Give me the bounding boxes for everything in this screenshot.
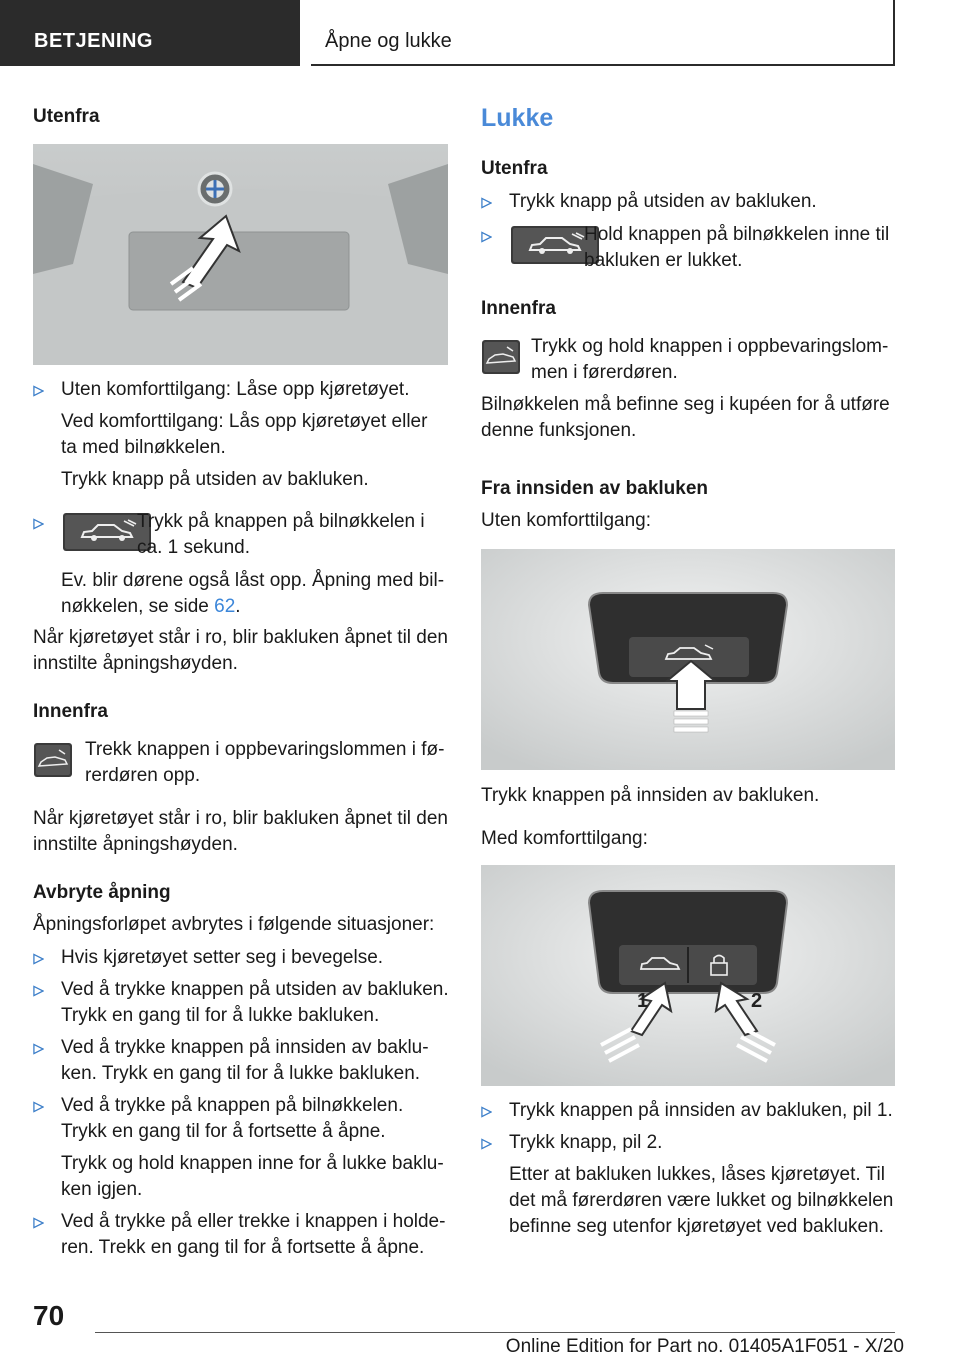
paragraph-line: innstilte åpningshøyden. [33, 653, 238, 674]
arrow-label-1: 1 [637, 990, 649, 1012]
door-pocket-button-icon [33, 742, 73, 778]
bullet-icon [33, 953, 44, 965]
list-item-text: Trykk knapp på utsiden av bakluken. [509, 191, 817, 212]
bullet-icon [481, 1138, 492, 1150]
paragraph-line: Trykk og hold knappen i oppbevaringslom- [531, 336, 889, 357]
paragraph-line: Ved komforttilgang: Lås opp kjøretøyet eller [61, 411, 428, 432]
bullet-icon [33, 385, 44, 397]
list-item-text: Trykk knappen på innsiden av bakluken, pil 1. [509, 1100, 893, 1121]
bullet-icon [481, 1106, 492, 1118]
paragraph-line: Bilnøkkelen må befinne seg i kupéen for å utføre [481, 394, 890, 415]
paragraph-line: Uten komforttilgang: [481, 510, 652, 531]
paragraph-line: men i førerdøren. [531, 362, 678, 383]
list-item-text: ca. 1 sekund. [137, 537, 251, 558]
paragraph-line: Åpningsforløpet avbrytes i følgende situasjoner: [33, 914, 435, 935]
photo-caption: Trykk knappen på innsiden av bakluken. [481, 785, 820, 806]
paragraph-line: det må førerdøren være lukket og bilnøkkelen [509, 1190, 894, 1211]
heading-utenfra: Utenfra [33, 106, 100, 127]
list-item-text: Ved å trykke knappen på utsiden av bakluken. [61, 979, 449, 1000]
edition-note: Online Edition for Part no. 01405A1F051 - X/20 [505, 1336, 904, 1357]
bullet-icon [33, 1217, 44, 1229]
list-item-text: Ved å trykke på knappen på bilnøkkelen. [61, 1095, 404, 1116]
paragraph-line: Trekk knappen i oppbevaringslommen i fø- [85, 739, 445, 760]
inner-tailgate-button-photo [481, 549, 895, 770]
section-tab [0, 0, 300, 66]
list-item-text: ren. Trekk en gang til for å fortsette å åpne. [61, 1237, 425, 1258]
heading-fra-innsiden: Fra innsiden av bakluken [481, 478, 709, 499]
paragraph-line: Ev. blir dørene også låst opp. Åpning med bil- [61, 570, 445, 591]
text-span: . [235, 596, 241, 617]
comfort-access-buttons-photo [481, 865, 895, 1086]
paragraph-line: rerdøren opp. [85, 765, 201, 786]
list-item-text: Uten komforttilgang: Låse opp kjøretøyet. [61, 379, 410, 400]
bullet-icon [481, 197, 492, 209]
chapter-header [311, 0, 895, 66]
bullet-icon [33, 518, 44, 530]
heading-innenfra: Innenfra [481, 298, 556, 319]
tailgate-photo [33, 144, 448, 365]
heading-avbryte: Avbryte åpning [33, 882, 171, 903]
paragraph-line: Med komforttilgang: [481, 828, 648, 849]
paragraph-line: Når kjøretøyet står i ro, blir bakluken åpnet til den [33, 627, 449, 648]
list-item-text: Hold knappen på bilnøkkelen inne til [584, 224, 890, 245]
door-pocket-button-icon [481, 339, 521, 375]
paragraph-line: Etter at bakluken lukkes, låses kjøretøyet. Til [509, 1164, 885, 1185]
list-item-text: Ved å trykke på eller trekke i knappen i holde- [61, 1211, 446, 1232]
text-span: nøkkelen, se side [61, 596, 215, 617]
chapter-title: Åpne og lukke [325, 30, 452, 52]
list-item-text: ken. Trykk en gang til for å lukke bakluken. [61, 1063, 421, 1084]
paragraph-line: ta med bilnøkkelen. [61, 437, 226, 458]
list-item-text: Trykk knapp, pil 2. [509, 1132, 663, 1153]
list-item-text: Trykk en gang til for å fortsette å åpne. [61, 1121, 386, 1142]
list-item-text: Ved å trykke knappen på innsiden av baklu- [61, 1037, 429, 1058]
list-item-text: Hvis kjøretøyet setter seg i bevegelse. [61, 947, 384, 968]
arrow-label-2: 2 [751, 990, 763, 1012]
list-item-text: bakluken er lukket. [584, 250, 743, 271]
page-link[interactable]: 62 [214, 596, 236, 617]
paragraph-line: denne funksjonen. [481, 420, 637, 441]
paragraph-line: Trykk og hold knappen inne for å lukke baklu- [61, 1153, 444, 1174]
paragraph-line: Når kjøretøyet står i ro, blir bakluken åpnet til den [33, 808, 449, 829]
list-item-text: Trykk på knappen på bilnøkkelen i [137, 511, 425, 532]
bullet-icon [481, 231, 492, 243]
bullet-icon [33, 985, 44, 997]
list-item-text: Trykk en gang til for å lukke bakluken. [61, 1005, 380, 1026]
bullet-icon [33, 1043, 44, 1055]
footer-divider [95, 1332, 895, 1333]
paragraph-line: befinne seg utenfor kjøretøyet ved bakluken. [509, 1216, 884, 1237]
page-number: 70 [33, 1300, 65, 1331]
heading-utenfra: Utenfra [481, 158, 548, 179]
paragraph-line: innstilte åpningshøyden. [33, 834, 238, 855]
paragraph-line [61, 594, 241, 620]
heading-innenfra: Innenfra [33, 701, 108, 722]
paragraph-line: Trykk knapp på utsiden av bakluken. [61, 469, 369, 490]
section-label: BETJENING [34, 30, 153, 52]
heading-lukke: Lukke [481, 104, 554, 132]
paragraph-line: ken igjen. [61, 1179, 143, 1200]
bullet-icon [33, 1101, 44, 1113]
